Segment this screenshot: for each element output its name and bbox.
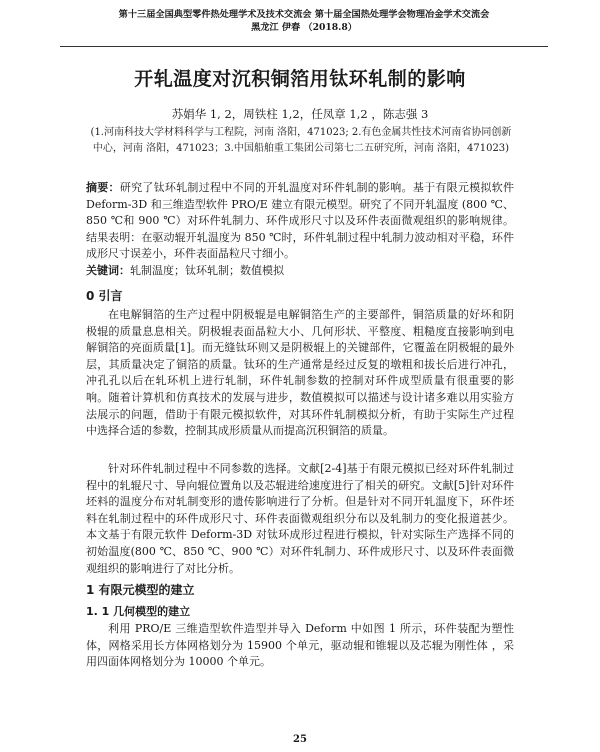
intro-paragraph-2: 针对环件轧制过程中不同参数的选择。文献[2-4]基于有限元模拟已经对环件轧制过程中的轧辊尺寸、导向辊位置角以及芯辊进给速度进行了相关的研究。文献[5]针对环件坯料的温度分布对轧制变形的遗传影响进行了分析。但是针对不同开轧温度下，环件坯料在轧制过程中的环件成形尺寸、环件表面微观组织分布以及轧制力的变化报道甚少。本文基于有限元软件 Deform-3D 对钛环成形过程进行模拟，针对实际生产选择不同的初始温度(800 ℃、850 ℃、900 ℃）对环件轧制力、环件成形尺寸、以及环件表面微观组织的影响进行了对比分析。 [86, 462, 514, 575]
keywords-label: 关键词： [86, 264, 130, 277]
conference-header-line1: 第十三届全国典型零件热处理学术及技术交流会 第十届全国热处理学会物理冶金学术交流会 [118, 9, 490, 20]
geometry-paragraph-1: 利用 PRO/E 三维造型软件造型并导入 Deform 中如图 1 所示，环件装配为塑性体，网格采用长方体网格划分为 15900 个单元，驱动辊和锥辊以及芯辊为刚性体 ，采用四面体网格划分为 10000 个单元。 [86, 622, 514, 669]
paper-title: 开轧温度对沉积铜箔用钛环轧制的影响 [134, 68, 466, 90]
affiliation: (1.河南科技大学材料科学与工程院，河南 洛阳，471023; 2.有色金属共性技术河南省协同创新中心，河南 洛阳，471023；3.中国船舶重工集团公司第七二五研究所，河南 洛阳，471023) [90, 127, 512, 154]
intro-paragraph-1: 在电解铜箔的生产过程中阴极辊是电解铜箔生产的主要部件，铜箔质量的好坏和阴极辊的质量息息相关。阴极辊表面晶粒大小、几何形状、平整度、粗糙度直接影响到电解铜箔的亮面质量[1]。而无缝钛环则又是阴极辊上的关键部件，它覆盖在阴极辊的最外层，其质量决定了铜箔的质量。钛环的生产通常是经过反复的墩粗和拔长后进行冲孔，冲孔孔以后在轧环机上进行轧制，环件轧制参数的控制对环件成型质量有很重要的影响。随着计算机和仿真技术的发展与进步，数值模拟可以描述与设计诸多难以用实验方法展示的问题，借助于有限元模拟软件，对其环件轧制模拟分析，有助于实际生产过程中选择合适的参数，控制其成形质量从而提高沉积铜箔的质量。 [86, 308, 514, 438]
conference-header-line2: 黑龙江 伊春 （2018.8） [251, 22, 357, 33]
page-number: 25 [293, 734, 307, 745]
conference-header [60, 8, 548, 34]
section-heading-introduction: 0 引言 [86, 289, 123, 303]
abstract [86, 180, 514, 263]
abstract-label: 摘要： [86, 181, 120, 194]
keywords-text: 轧制温度；钛环轧制；数值模拟 [130, 264, 284, 277]
author-list: 苏娟华 1, 2，周铁柱 1,2，任凤章 1,2 ，陈志强 3 [171, 107, 429, 121]
section-heading-fem-model: 1 有限元模型的建立 [86, 583, 195, 597]
keywords [86, 263, 514, 279]
subsection-heading-geometry: 1. 1 几何模型的建立 [86, 605, 191, 618]
abstract-text: 研究了钛环轧制过程中不同的开轧温度对环件轧制的影响。基于有限元模拟软件 Deform-3D 和三维造型软件 PRO/E 建立有限元模型。研究了不同开轧温度 (800 ℃、850 ℃和 900 ℃）对环件轧制力、环件成形尺寸以及环件表面微观组织的影响规律。结果表明：在驱动辊开轧温度为 850 ℃时，环件轧制过程中轧制力波动相对平稳，环件成形尺寸误差小，环件表面晶粒尺寸细小。 [86, 181, 514, 260]
header-divider [60, 46, 548, 47]
